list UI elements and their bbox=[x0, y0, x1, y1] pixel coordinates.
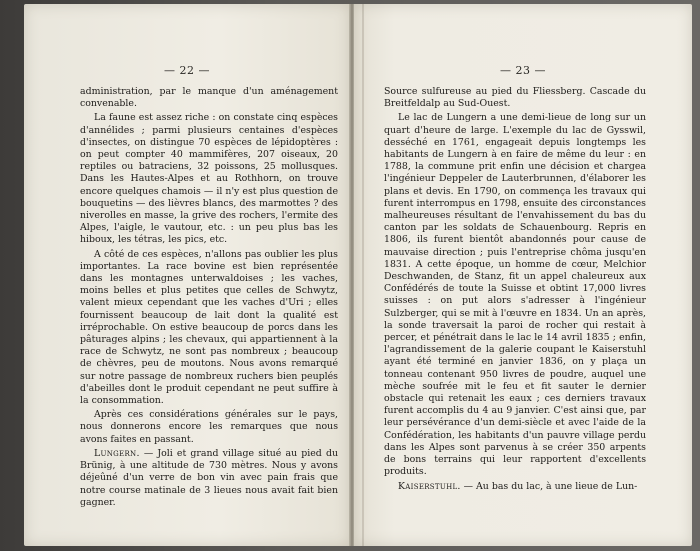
paragraph bbox=[384, 481, 646, 493]
place-heading: Lungern. bbox=[94, 447, 140, 459]
left-page bbox=[24, 4, 350, 546]
left-page-text bbox=[80, 86, 338, 511]
paragraph-body: — Joli et grand village situé au pied du Brünig, à une altitude de 730 mètres. Nous y avons déjeûné d'un verre de bon vin avec pain frais que notre course matinale de 3 lieues nous avait fait bien gagner. bbox=[80, 447, 338, 508]
left-page-number: — 22 — bbox=[164, 64, 210, 77]
right-page-number: — 23 — bbox=[500, 64, 546, 77]
right-page-text bbox=[384, 86, 646, 495]
place-heading: Kaiserstuhl. bbox=[398, 480, 461, 492]
paragraph: Source sulfureuse au pied du Fliessberg. Cascade du Breitfeldalp au Sud-Ouest. bbox=[384, 86, 646, 110]
paragraph: A côté de ces espèces, n'allons pas oublier les plus importantes. La race bovine est bien représentée dans les montagnes unterwaldoises ; les vaches, moins belles et plus petites que celles de Schwytz, valent mieux cependant que les vaches d'Uri ; elles fournissent beaucoup de lait dont la qualité est irréprochable. On estive beaucoup de porcs dans les pâturages alpins ; les chevaux, qui appartiennent à la race de Schwytz, ne sont pas nombreux ; beaucoup de chèvres, peu de moutons. Nous avons remarqué sur notre passage de nombreux ruchers bien peuplés d'abeilles dont le produit cependant ne peut suffire à la consommation. bbox=[80, 248, 338, 407]
paragraph: administration, par le manque d'un aménagement convenable. bbox=[80, 86, 338, 110]
paragraph: Après ces considérations générales sur le pays, nous donnerons encore les remarques que nous avons faites en passant. bbox=[80, 409, 338, 445]
page-crease bbox=[362, 4, 364, 546]
paragraph: Le lac de Lungern a une demi-lieue de long sur un quart d'heure de large. L'exemple du lac de Gysswil, desséché en 1761, engageait depuis longtemps les habitants de Lungern à en faire de même du leur : en 1788, la commune prit enfin une décision et chargea l'ingénieur Deppeler de Lauterbrunnen, d'élaborer les plans et devis. En 1790, on commença les travaux qui furent interrompus en 1798, ensuite des circonstances malheureuses résultant de l'envahissement du bas du canton par les soldats de Schauenbourg. Repris en 1806, ils furent bientôt abandonnés pour cause de mauvaise direction ; puis l'entreprise chôma jusqu'en 1831. A cette époque, un homme de cœur, Melchior Deschwanden, de Stanz, fit un appel chaleureux aux Confédérés de toute la Suisse et obtint 17,000 livres suisses : on put alors s'adresser à l'ingénieur Sulzberger, qui se mit à l'œuvre en 1834. Un an après, la sonde traversait la paroi de rocher qui restait à percer, et pénétrait dans le lac le 14 avril 1835 ; enfin, l'agrandissement de la galerie coupant le Kaiserstuhl ayant été terminé en janvier 1836, on y plaça un tonneau contenant 950 livres de poudre, auquel une mèche soufrée mit le feu et fit sauter le dernier obstacle qui retenait les eaux ; ces derniers travaux furent accomplis du 4 au 9 janvier. C'est ainsi que, par leur persévérance d'un demi-siècle et avec l'aide de la Confédération, les habitants d'un pauvre village perdu dans les Alpes sont parvenus à se créer 350 arpents de bons terrains qui leur rapportent d'excellents produits. bbox=[384, 112, 646, 478]
right-page bbox=[354, 4, 692, 546]
paragraph-body: — Au bas du lac, à une lieue de Lun- bbox=[460, 480, 638, 492]
paragraph bbox=[80, 448, 338, 509]
paragraph: La faune est assez riche : on constate cinq espèces d'annélides ; parmi plusieurs centaines d'espèces d'insectes, on distingue 70 espèces de lépidoptères : on peut compter 40 mammifères, 207 oiseaux, 20 reptiles ou batraciens, 32 poissons, 25 mollusques. Dans les Hautes-Alpes et au Rothhorn, on trouve encore quelques chamois — il n'y est plus question de bouquetins — des lièvres blancs, des marmottes ? des niverolles en masse, la grive des rochers, l'ermite des Alpes, l'aigle, le vautour, etc. : un peu plus bas les hiboux, les tétras, les pics, etc. bbox=[80, 112, 338, 246]
